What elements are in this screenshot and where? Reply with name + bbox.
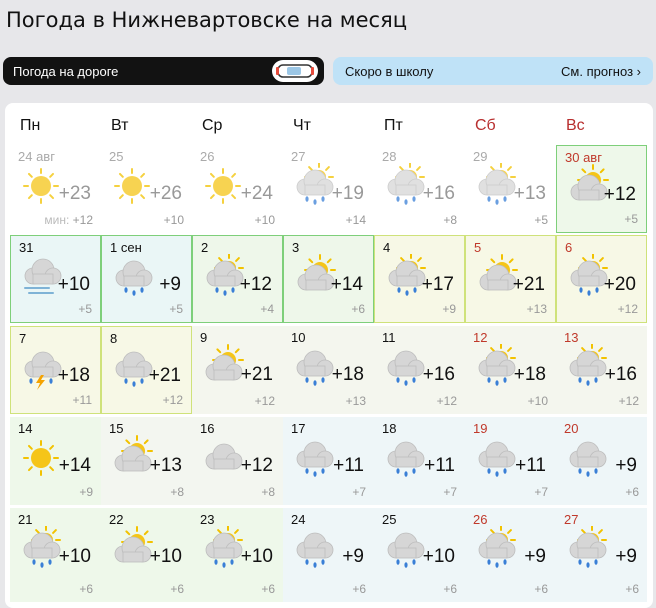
- page-title: Погода в Нижневартовске на месяц: [6, 8, 408, 32]
- day-min-temp: [534, 485, 548, 499]
- day-cell[interactable]: [101, 417, 192, 505]
- day-min-temp: [625, 582, 639, 596]
- day-min-temp: [73, 393, 92, 407]
- min-value: +9: [79, 485, 93, 499]
- day-min-temp: [163, 393, 183, 407]
- day-min-temp: [437, 394, 457, 408]
- day-min-temp: [255, 213, 275, 227]
- day-min-temp: [352, 485, 366, 499]
- weekday-3: Ср: [202, 117, 223, 134]
- day-min-temp: [346, 213, 366, 227]
- day-temp: +9: [615, 546, 637, 567]
- min-value: +5: [169, 302, 183, 316]
- day-temp: +14: [330, 274, 363, 295]
- day-cell[interactable]: [374, 326, 465, 414]
- day-date: 3: [292, 240, 300, 255]
- day-cell[interactable]: [556, 326, 647, 414]
- day-temp: +10: [422, 546, 455, 567]
- day-cell[interactable]: [192, 508, 283, 602]
- day-date: 22: [109, 512, 124, 527]
- day-cell[interactable]: [283, 508, 374, 602]
- rain-cloud-icon: [382, 435, 428, 481]
- day-temp: +21: [512, 274, 545, 295]
- day-date: 24: [291, 512, 306, 527]
- min-value: +6: [351, 302, 365, 316]
- day-min-temp: [527, 302, 547, 316]
- day-cell[interactable]: [374, 235, 465, 323]
- min-value: +6: [625, 582, 639, 596]
- rain-cloud-sun-icon: [564, 526, 610, 572]
- day-date: 7: [19, 331, 27, 346]
- rain-cloud-icon: [382, 344, 428, 390]
- day-cell[interactable]: [374, 508, 465, 602]
- day-cell[interactable]: [465, 235, 556, 323]
- day-min-temp: [534, 582, 548, 596]
- min-value: +14: [345, 213, 366, 227]
- day-date: 28: [382, 149, 397, 164]
- school-label: Скоро в школу: [345, 63, 434, 79]
- weekday-7: Вс: [566, 117, 585, 134]
- min-value: +9: [442, 302, 456, 316]
- see-forecast-link[interactable]: См. прогноз ›: [561, 63, 641, 79]
- day-cell[interactable]: [283, 326, 374, 414]
- min-value: +7: [534, 485, 548, 499]
- road-weather-label: Погода на дороге: [13, 63, 119, 79]
- day-cell[interactable]: [10, 417, 101, 505]
- min-value: +10: [163, 213, 184, 227]
- day-date: 12: [473, 330, 488, 345]
- day-date: 15: [109, 421, 124, 436]
- day-date: 25: [382, 512, 397, 527]
- day-temp: +20: [603, 274, 636, 295]
- day-cell[interactable]: [192, 326, 283, 414]
- day-cell[interactable]: [283, 145, 374, 233]
- min-value: +6: [261, 582, 275, 596]
- day-min-temp: [164, 213, 184, 227]
- min-value: +6: [352, 582, 366, 596]
- day-date: 26: [200, 149, 215, 164]
- rain-cloud-sun-icon: [382, 163, 428, 209]
- weekday-6: Сб: [475, 117, 496, 134]
- day-date: 10: [291, 330, 306, 345]
- day-cell[interactable]: [101, 508, 192, 602]
- cloud-sun-icon: [109, 435, 155, 481]
- sun-icon: [200, 163, 246, 209]
- day-temp: +18: [331, 364, 364, 385]
- weekday-5: Пт: [384, 117, 403, 134]
- day-date: 27: [291, 149, 306, 164]
- min-value: +6: [443, 582, 457, 596]
- sun-icon: [18, 163, 64, 209]
- day-min-temp: [528, 394, 548, 408]
- min-value: +8: [261, 485, 275, 499]
- min-value: +4: [260, 302, 274, 316]
- day-temp: +11: [333, 455, 364, 476]
- min-value: +10: [527, 394, 548, 408]
- min-value: +12: [162, 393, 183, 407]
- min-value: +8: [443, 213, 457, 227]
- day-temp: +10: [240, 546, 273, 567]
- rain-cloud-icon: [564, 435, 610, 481]
- day-temp: +16: [422, 364, 455, 385]
- day-date: 17: [291, 421, 306, 436]
- day-cell[interactable]: [556, 235, 647, 323]
- day-date: 26: [473, 512, 488, 527]
- car-icon: [272, 60, 318, 82]
- day-temp: +24: [240, 183, 273, 204]
- day-temp: +9: [159, 274, 181, 295]
- day-date: 4: [383, 240, 391, 255]
- road-weather-banner[interactable]: [3, 57, 324, 85]
- day-cell[interactable]: [465, 326, 556, 414]
- day-cell[interactable]: [465, 145, 556, 233]
- min-value: +12: [617, 302, 638, 316]
- day-date: 14: [18, 421, 33, 436]
- min-value: +12: [254, 394, 275, 408]
- min-value: +8: [170, 485, 184, 499]
- day-cell[interactable]: [101, 326, 192, 414]
- day-temp: +13: [513, 183, 546, 204]
- day-temp: +26: [149, 183, 182, 204]
- day-min-temp: [346, 394, 366, 408]
- day-cell[interactable]: [101, 235, 192, 323]
- day-min-temp: [260, 302, 274, 316]
- day-cell[interactable]: [192, 145, 283, 233]
- day-temp: +11: [424, 455, 455, 476]
- day-min-temp: [352, 582, 366, 596]
- day-temp: +11: [515, 455, 546, 476]
- day-cell[interactable]: [192, 417, 283, 505]
- day-date: 20: [564, 421, 579, 436]
- day-min-temp: [619, 394, 639, 408]
- day-temp: +10: [58, 546, 91, 567]
- day-cell[interactable]: [465, 417, 556, 505]
- min-value: +5: [624, 212, 638, 226]
- cloud-sun-icon: [200, 344, 246, 390]
- day-temp: +19: [331, 183, 364, 204]
- day-cell[interactable]: [374, 145, 465, 233]
- day-temp: +23: [58, 183, 91, 204]
- day-temp: +13: [149, 455, 182, 476]
- day-min-temp: [44, 213, 93, 227]
- cloud-icon: [200, 435, 246, 481]
- day-date: 5: [474, 240, 482, 255]
- day-temp: +9: [615, 455, 637, 476]
- day-cell[interactable]: [283, 417, 374, 505]
- day-min-temp: [79, 485, 93, 499]
- day-min-temp: [618, 302, 638, 316]
- day-date: 18: [382, 421, 397, 436]
- day-temp: +14: [58, 455, 91, 476]
- day-cell[interactable]: [465, 508, 556, 602]
- day-temp: +12: [603, 184, 636, 205]
- day-min-temp: [624, 212, 638, 226]
- day-cell[interactable]: [283, 235, 374, 323]
- day-date: 1 сен: [110, 240, 142, 255]
- day-min-temp: [170, 485, 184, 499]
- day-date: 11: [382, 330, 396, 345]
- day-temp: +18: [57, 365, 90, 386]
- min-value: +6: [170, 582, 184, 596]
- weekday-2: Вт: [111, 117, 129, 134]
- day-date: 16: [200, 421, 215, 436]
- day-temp: +18: [513, 364, 546, 385]
- min-value: +6: [534, 582, 548, 596]
- rain-cloud-icon: [291, 435, 337, 481]
- min-value: +6: [79, 582, 93, 596]
- rain-cloud-icon: [110, 254, 156, 300]
- day-min-temp: [261, 582, 275, 596]
- day-temp: +17: [421, 274, 454, 295]
- min-value: +12: [72, 213, 93, 227]
- day-temp: +21: [240, 364, 273, 385]
- day-date: 6: [565, 240, 573, 255]
- day-date: 8: [110, 331, 118, 346]
- day-cell[interactable]: [556, 417, 647, 505]
- rain-cloud-sun-icon: [564, 344, 610, 390]
- day-temp: +10: [57, 274, 90, 295]
- day-temp: +16: [604, 364, 637, 385]
- day-date: 23: [200, 512, 215, 527]
- weekday-1: Пн: [20, 117, 41, 134]
- day-date: 19: [473, 421, 488, 436]
- day-min-temp: [169, 302, 183, 316]
- day-temp: +9: [524, 546, 546, 567]
- day-min-temp: [170, 582, 184, 596]
- day-date: 13: [564, 330, 579, 345]
- day-cell[interactable]: [10, 145, 101, 233]
- day-date: 29: [473, 149, 488, 164]
- rain-cloud-sun-icon: [473, 526, 519, 572]
- min-value: +10: [254, 213, 275, 227]
- day-cell[interactable]: [374, 417, 465, 505]
- chevron-right-icon: ›: [636, 63, 641, 79]
- day-min-temp: [261, 485, 275, 499]
- rain-cloud-sun-icon: [291, 163, 337, 209]
- day-min-temp: [534, 213, 548, 227]
- day-min-temp: [625, 485, 639, 499]
- day-date: 27: [564, 512, 579, 527]
- day-date: 31: [19, 240, 34, 255]
- rain-cloud-icon: [382, 526, 428, 572]
- rain-cloud-sun-icon: [18, 526, 64, 572]
- min-value: +7: [352, 485, 366, 499]
- day-min-temp: [442, 302, 456, 316]
- rain-cloud-sun-icon: [200, 526, 246, 572]
- day-date: 9: [200, 330, 208, 345]
- day-cell[interactable]: [192, 235, 283, 323]
- day-date: 2: [201, 240, 209, 255]
- day-temp: +21: [148, 365, 181, 386]
- sun-icon: [109, 163, 155, 209]
- day-min-temp: [351, 302, 365, 316]
- min-value: +12: [618, 394, 639, 408]
- min-value: +6: [625, 485, 639, 499]
- day-temp: +9: [342, 546, 364, 567]
- day-min-temp: [79, 582, 93, 596]
- min-value: +5: [534, 213, 548, 227]
- rain-cloud-icon: [473, 435, 519, 481]
- day-cell[interactable]: [556, 508, 647, 602]
- day-temp: +12: [240, 455, 273, 476]
- day-cell[interactable]: [10, 235, 101, 323]
- day-temp: +16: [422, 183, 455, 204]
- day-cell[interactable]: [10, 326, 101, 414]
- cloud-sun-icon: [109, 526, 155, 572]
- day-cell[interactable]: [101, 145, 192, 233]
- day-min-temp: [443, 213, 457, 227]
- min-prefix: мин:: [44, 213, 73, 227]
- rain-cloud-icon: [291, 526, 337, 572]
- min-value: +12: [436, 394, 457, 408]
- rain-cloud-sun-icon: [473, 163, 519, 209]
- day-date: 24 авг: [18, 149, 55, 164]
- sun-icon: [18, 435, 64, 481]
- day-min-temp: [255, 394, 275, 408]
- day-min-temp: [443, 485, 457, 499]
- day-min-temp: [78, 302, 92, 316]
- day-date: 30 авг: [565, 150, 602, 165]
- school-banner[interactable]: [333, 57, 653, 85]
- day-date: 25: [109, 149, 124, 164]
- rain-cloud-sun-icon: [473, 344, 519, 390]
- day-min-temp: [443, 582, 457, 596]
- day-temp: +12: [239, 274, 272, 295]
- day-cell[interactable]: [10, 508, 101, 602]
- min-value: +5: [78, 302, 92, 316]
- min-value: +13: [345, 394, 366, 408]
- min-value: +7: [443, 485, 457, 499]
- min-value: +11: [72, 393, 92, 407]
- day-date: 21: [18, 512, 33, 527]
- min-value: +13: [526, 302, 547, 316]
- weekday-4: Чт: [293, 117, 311, 134]
- day-temp: +10: [149, 546, 182, 567]
- rain-cloud-icon: [291, 344, 337, 390]
- day-cell[interactable]: [556, 145, 647, 233]
